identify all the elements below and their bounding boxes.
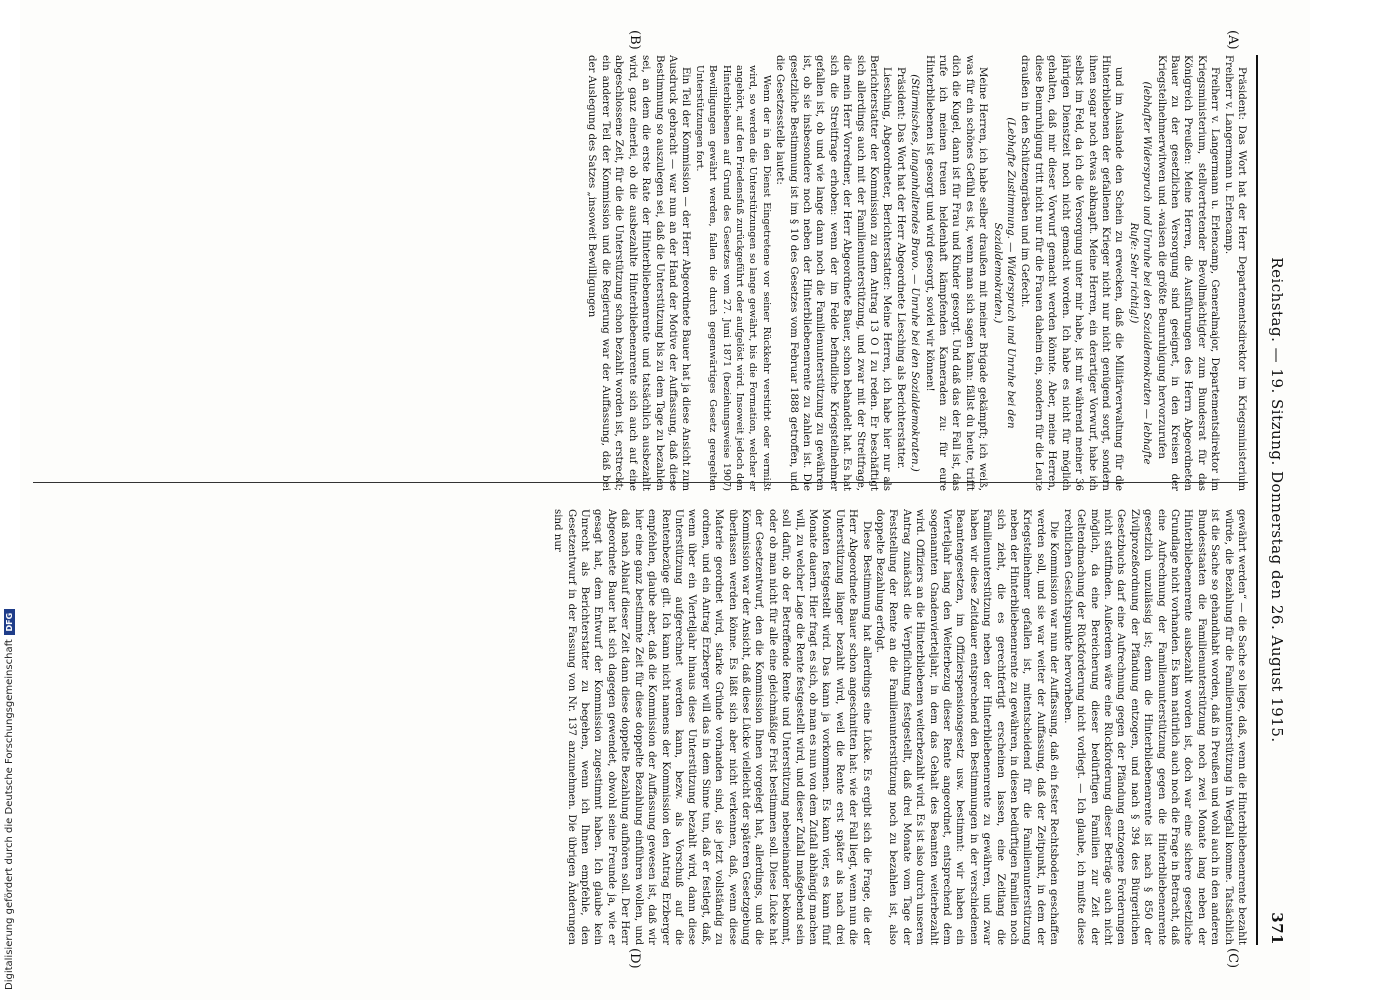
column-divider <box>33 482 1248 483</box>
paragraph: Präsident: Das Wort hat der Herr Departementsdirektor im Kriegsministerium Freiherr v. Langermann u. Erlencamp. <box>1222 55 1247 491</box>
left-column <box>33 55 1248 491</box>
interjection-note: (Lebhafte Zustimmung. — Widerspruch und Unruhe bei den Sozialdemokraten.) <box>991 117 1017 429</box>
scan-credit-text: Digitalisierung gefördert durch die Deutsche Forschungsgemeinschaft <box>4 639 15 990</box>
paragraph: gewährt werden“ — die Sache so liege, daß, wenn die Hinterbliebenenrente bezahlt würde, die Bezahlung für die Familienunterstützung in Wegfall komme. Tatsächlich ist die Sache so gehandhabt worden, daß in Preußen und wohl auch in den anderen Bundesstaaten die Familienunterstützung noch zwei Monate lang neben der Hinterbliebenenrente ausbezahlt worden ist, doch war eine sichere gesetzliche Grundlage nicht vorhanden. Es kam natürlich auch noch die Frage in Betracht, daß eine Aufrechnung der Familienunterstützung gegen die Hinterbliebenenrente gesetzlich unzulässig ist; denn die Hinterbliebenenrente ist nach § 850 der Zivilprozeßordnung der Pfändung entzogen, und nach § 394 des Bürgerlichen Gesetzbuchs darf eine Aufrechnung gegen der Pfändung entzogene Forderungen nicht stattfinden. Außerdem wäre eine Rückforderung dieser Beträge auch nicht möglich, da eine Bereicherung dieser bedürftigen Familien zur Zeit der Geltendmachung der Rückforderung nicht vorliegt. — Ich glaube, ich mußte diese rechtlichen Gesichtspunkte hervorheben. <box>1061 509 1247 945</box>
paragraph: Diese Bestimmung hat allerdings eine Lücke. Es ergibt sich die Frage, die der Herr Abgeordnete Bauer schon angeschnitten hat: wie der Fall liegt, wenn nun die Unterstützung länger bezahlt wird, weil die Rente erst später als nach drei Monaten festgestellt wird. Das kann ja vorkommen. Es kann vier, es kann fünf Monate dauern. Hier fragt es sich, ob man es nun von dem Zufall abhängig machen will, zu welcher Lage die Rente festgestellt wird, und dieser Zufall maßgebend sein soll dafür, ob der Betreffende Rente und Unterstützung nebeneinander bekommt, oder ob man nicht für alle eine gleichmäßige Frist bestimmen soll. Diese Lücke hat der Gesetzentwurf, den die Kommission Ihnen vorgelegt hat, allerdings, und die Kommission war der Ansicht, daß diese Lücke vielleicht der späteren Gesetzgebung überlassen werden könne. Es läßt sich aber nicht verkennen, daß, wenn diese Materie geordnet wird, starke Gründe vorhanden sind, sie jetzt vollständig zu ordnen, und ein Antrag Erzberger will das in dem Sinne tun, daß er festlegt, daß, wenn über ein Vierteljahr hinaus diese Unterstützung bezahlt wird, dann diese Unterstützung aufgerechnet werden kann, bezw. als Vorschuß auf die Rentenbezüge gilt. Ich kann nicht namens der Kommission den Antrag Erzberger empfehlen, glaube aber, daß die Kommission der Auffassung gewesen ist, daß wir hier eine ganz bestimmte Zeit für diese doppelte Bezahlung einführen wollen, und daß nach Ablauf dieser Zeit dann diese doppelte Bezahlung aufhören soll. Der Herr Abgeordnete Bauer hat sich dagegen gewendet, obwohl seine Freunde ja, wie er gesagt hat, dem Entwurf der Kommission zugestimmt haben. Ich glaube kein Unrecht als Berichterstatter zu begehen, wenn ich Ihnen empfehle, den Gesetzentwurf in der Fassung von Nr. 137 anzunehmen. Die übrigen Änderungen sind nur <box>552 509 872 945</box>
margin-letter-c: (C) <box>1225 948 1240 969</box>
header-title: Reichstag. — 19. Sitzung. Donnerstag den 26. August 1915. <box>1268 257 1286 743</box>
page-number: 371 <box>1268 912 1286 945</box>
running-header <box>1256 55 1292 945</box>
paragraph: Präsident: Das Wort hat der Herr Abgeordnete Liesching als Berichterstatter. <box>894 67 906 469</box>
paragraph: Die Kommission war nun der Auffassung, daß ein fester Rechtsboden geschaffen werden soll, und sie war weiter der Auffassung, daß der Zeitpunkt, in dem der Kriegsteilnehmer gefallen ist, mitentscheidend für die Familienunterstützung neben der Hinterbliebenenrente zu gewähren, in diesen bedürftigen Familien noch sich zieht, die es gerechtfertigt erscheinen lassen, eine Zeitlang die Familienunterstützung neben der Hinterbliebenenrente zu gewähren, und zwar haben wir diese Zeitdauer entsprechend den Bestimmungen in der verschiedenen Beamtengesetzen, im Offizierspensionsgesetz usw. bestimmt: wir haben ein Vierteljahr lang den Weiterbezug dieser Rente angeordnet, entsprechend dem sogenannten Gnadenvierteljahr, in dem das Gehalt des Beamten weiterbezahlt wird. Offiziers an die Hinterbliebenen weiterbezahlt wird. Es ist also durch unseren Antrag zunächst die Verpflichtung festgestellt, daß drei Monate vom Tage der Feststellung der Rente an die Familienunterstützung noch zu bezahlen ist, also doppelte Bezahlung erfolgt. <box>874 509 1060 945</box>
margin-letter-a: (A) <box>1225 30 1240 50</box>
interjection-note: (Stürmisches, langanhaltendes Bravo. — Unruhe bei den Sozialdemokraten.) <box>909 74 921 472</box>
interjection-note: (lebhafter Widerspruch und Unruhe bei den Sozialdemokraten — lebhafte Rufe: Sehr richtig!) <box>1127 81 1153 465</box>
paragraph: und im Auslande den Schein zu erwecken, daß die Militärverwaltung für die Hinterbliebenen der gefallenen Krieger nicht nur nicht genügend sorgt, sondern ihnen sogar noch etwas abknapft. Meine Herren, ein derartiger Vorwurf, habe ich selbst im Feld, da ich die Versorgung unter mir habe, ist mir während meiner 36 jährigen Dienstzeit noch nicht gemacht worden. Ich habe es nicht für möglich gehalten, daß mir dieser Vorwurf gemacht werden könnte. Aber, meine Herren, diese Beunruhigung tritt nicht nur für die Frauen daheim ein, sondern für die Leute draußen in den Schützengräben und im Gefecht. <box>1019 55 1125 491</box>
paragraph: Meine Herren, ich habe selber draußen mit meiner Brigade gekämpft; ich weiß, was für ein schönes Gefühl es ist, wenn man sich sagen kann: fällst du heute, trifft dich die Kugel, dann ist für Frau und Kinder gesorgt. Und daß das der Fall ist, das rufe ich meinen treuen heldenhaft kämpfenden Kameraden zu: für eure Hinterbliebenen ist gesorgt und wird gesorgt, soviel wir können! <box>923 55 989 491</box>
dfg-logo-icon: DFG <box>4 609 15 635</box>
scan-credit <box>4 609 15 990</box>
margin-letter-d: (D) <box>627 948 642 969</box>
margin-letter-b: (B) <box>627 30 642 50</box>
law-quotation: Wenn der in den Dienst Eingetretene vor seiner Rückkehr verstirbt oder vermißt wird, so werden die Unterstützungen so lange gewährt, bis die Formation, welcher er angehört, auf den Friedensfuß zurückgeführt oder aufgelöst wird. Insoweit jedoch den Hinterbliebenen auf Grund des Gesetzes vom 27. Juni 1871 (beziehungsweise 1907) Bewilligungen gewährt werden, fallen die durch gegenwärtiges Gesetz geregelten Unterstützungen fort. <box>693 65 772 491</box>
rotated-page-scan <box>20 0 1310 1000</box>
paragraph: Liesching, Abgeordneter, Berichterstatter: Meine Herren, ich habe hier nur als Berichterstatter der Kommission zu dem Antrag 13 O I zu reden. Er beschäftigt sich allerdings auch mit der Familienunterstützung, und zwar mit der Streitfrage, die mein Herr Vorredner, der Herr Abgeordnete Bauer, schon behandelt hat. Es hat sich die Streitfrage erhoben: wenn der im Felde befindliche Kriegsteilnehmer gefallen ist, ob und wie lange dann noch die Familienunterstützung zu gewähren ist, ob sie insbesondere noch neben der Hinterbliebenenrente zu zahlen ist. Die gesetzliche Bestimmung ist im § 10 des Gesetzes vom Februar 1888 getroffen, und die Gesetzesstelle lautet: <box>774 55 893 491</box>
right-column <box>33 509 1248 945</box>
paragraph: Ein Teil der Kommission — der Herr Abgeordnete Bauer hat ja diese Ansicht zum Ausdruck gebracht — war nun an der Hand der Motive der Auffassung, daß diese Bestimmung so auszulegen sei, daß die Unterstützung bis zu dem Tage zu bezahlen sei, an dem die erste Rate der Hinterbliebenenrente und tatsächlich ausbezahlt wird, ganz einerlei, ob die ausbezahlte Hinterbliebenenrente sich auch auf eine abgeschlossene Zeit, für die die Unterstützung schon bezahlt worden ist, erstreckt; ein anderer Teil der Kommission und die Regierung war der Auffassung, daß bei der Auslegung des Satzes „insoweit Bewilligungen <box>586 55 692 491</box>
paragraph: Freiherr v. Langermann u. Erlencamp, Generalmajor, Departementsdirektor im Kriegsministerium, stellvertretender Bevollmächtigter zum Bundesrat für das Königreich Preußen: Meine Herren, die Ausführungen des Herrn Abgeordneten Bauer zu der gesetzlichen Versorgung sind geeignet, in den Kreisen der Kriegsteilnehmerwitwen und -waisen die größte Beunruhigung hervorzurufen <box>1155 55 1221 491</box>
